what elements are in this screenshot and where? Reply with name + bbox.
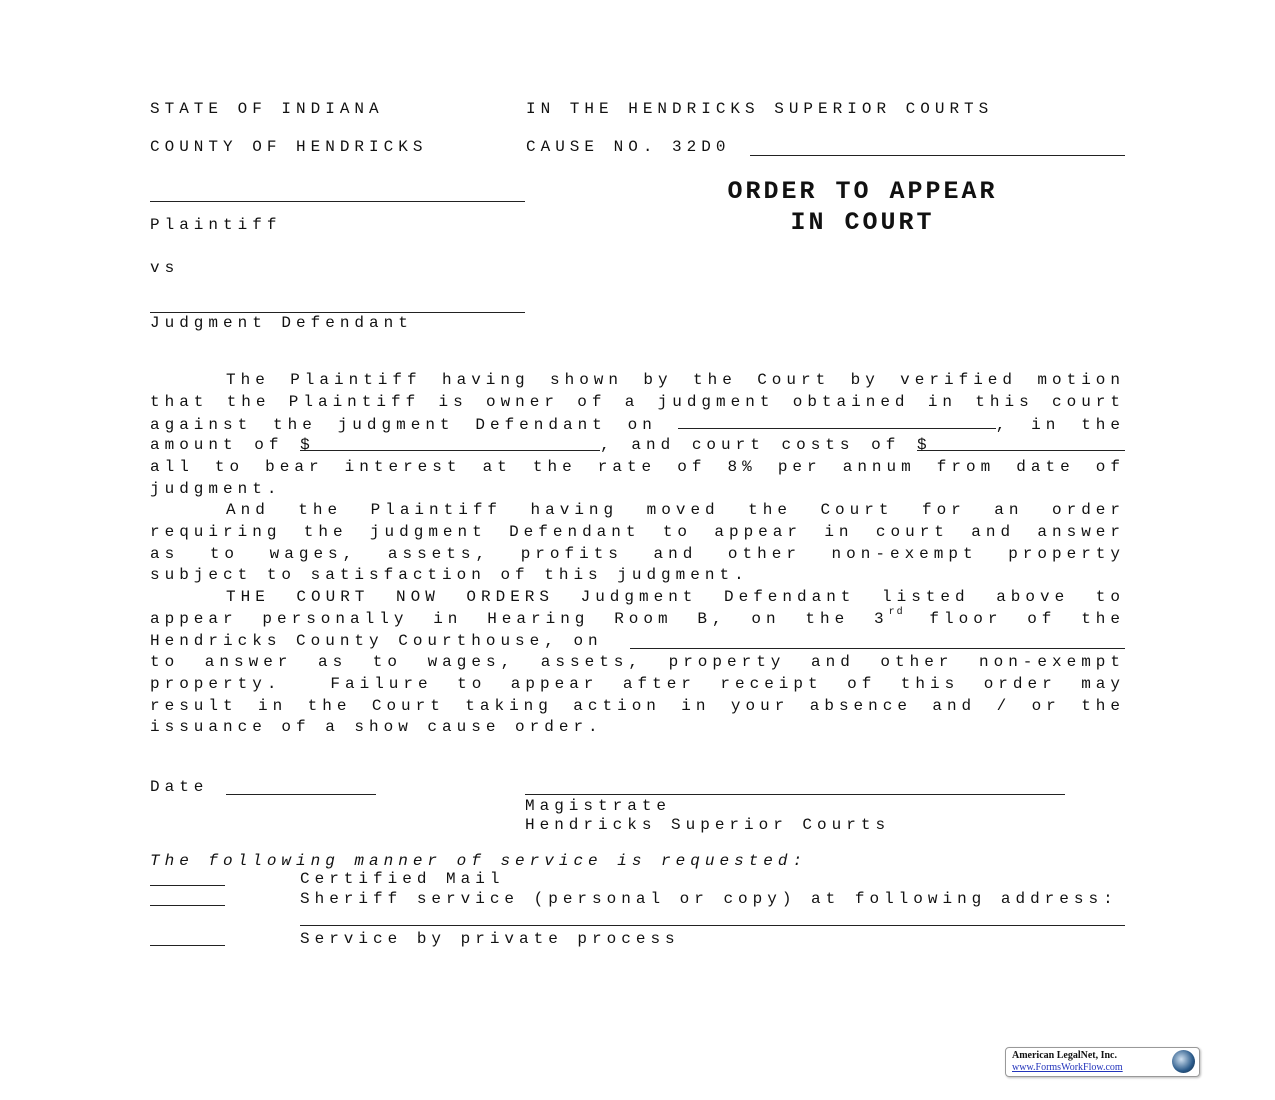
body-line: judgment. xyxy=(150,480,282,498)
body-text: appear personally in Hearing Room B, on the 3 xyxy=(150,610,889,628)
body-line: property. Failure to appear after receipt of this order may xyxy=(150,675,1125,693)
body-line: And the Plaintiff having moved the Court for an order xyxy=(226,501,1125,519)
court-costs-field[interactable] xyxy=(917,435,1125,454)
body-line: subject to satisfaction of this judgment. xyxy=(150,566,749,584)
vs-label: vs xyxy=(150,259,180,277)
body-line: THE COURT NOW ORDERS Judgment Defendant listed above to xyxy=(226,588,1125,606)
body-line: Hendricks County Courthouse, on xyxy=(150,632,603,650)
cause-label: CAUSE NO. 32D0 xyxy=(526,138,731,156)
plaintiff-field[interactable] xyxy=(150,201,525,202)
body-line: result in the Court taking action in your absence and / or the xyxy=(150,697,1125,715)
body-text: amount of xyxy=(150,436,284,454)
service-option-certified-mail: Certified Mail xyxy=(300,870,505,888)
document-title-line2: IN COURT xyxy=(790,208,935,237)
county-label: COUNTY OF HENDRICKS xyxy=(150,138,428,156)
court-label: IN THE HENDRICKS SUPERIOR COURTS xyxy=(526,100,994,118)
sheriff-address-field[interactable] xyxy=(300,925,1125,926)
court-name-label: Hendricks Superior Courts xyxy=(525,816,891,834)
body-line: as to wages, assets, profits and other non-exempt property xyxy=(150,545,1125,563)
service-heading: The following manner of service is requested: xyxy=(150,852,808,870)
document-title: ORDER TO APPEAR xyxy=(727,177,998,206)
dollar-sign: $ xyxy=(917,436,932,454)
service-option-sheriff: Sheriff service (personal or copy) at following address: xyxy=(300,890,1118,908)
logo-name: American LegalNet, Inc. xyxy=(1012,1050,1117,1061)
body-line: that the Plaintiff is owner of a judgment obtained in this court xyxy=(150,393,1125,411)
logo-url-link[interactable]: www.FormsWorkFlow.com xyxy=(1012,1062,1123,1073)
body-text: against the judgment Defendant on xyxy=(150,416,657,434)
body-line: all to bear interest at the rate of 8% per annum from date of xyxy=(150,458,1125,476)
magistrate-signature-field[interactable] xyxy=(525,794,1065,795)
judgment-amount-field[interactable] xyxy=(300,435,600,454)
certified-mail-check-field[interactable] xyxy=(150,885,225,886)
sheriff-service-check-field[interactable] xyxy=(150,905,225,906)
body-text: , in the xyxy=(995,416,1126,434)
hearing-date-field[interactable] xyxy=(630,648,1125,649)
american-legalnet-logo[interactable] xyxy=(1005,1047,1200,1077)
body-line xyxy=(150,413,1125,435)
body-line xyxy=(150,609,1125,629)
magistrate-label: Magistrate xyxy=(525,797,672,815)
body-line: to answer as to wages, assets, property and other non-exempt xyxy=(150,653,1125,671)
body-line: issuance of a show cause order. xyxy=(150,718,603,736)
date-field[interactable] xyxy=(226,794,376,795)
date-label: Date xyxy=(150,778,209,796)
body-line xyxy=(150,435,1125,455)
body-line: The Plaintiff having shown by the Court by verified motion xyxy=(226,371,1125,389)
private-process-check-field[interactable] xyxy=(150,945,225,946)
globe-icon xyxy=(1172,1050,1195,1073)
judgment-date-field[interactable] xyxy=(678,413,996,429)
state-label: STATE OF INDIANA xyxy=(150,100,384,118)
defendant-label: Judgment Defendant xyxy=(150,314,413,332)
cause-number-field[interactable] xyxy=(750,155,1125,156)
body-text: floor of the xyxy=(929,610,1126,628)
body-line: requiring the judgment Defendant to appear in court and answer xyxy=(150,523,1125,541)
body-text: , and court costs of xyxy=(600,436,901,454)
dollar-sign: $ xyxy=(300,436,315,454)
service-option-private-process: Service by private process xyxy=(300,930,680,948)
plaintiff-label: Plaintiff xyxy=(150,216,282,234)
superscript: rd xyxy=(888,607,905,618)
